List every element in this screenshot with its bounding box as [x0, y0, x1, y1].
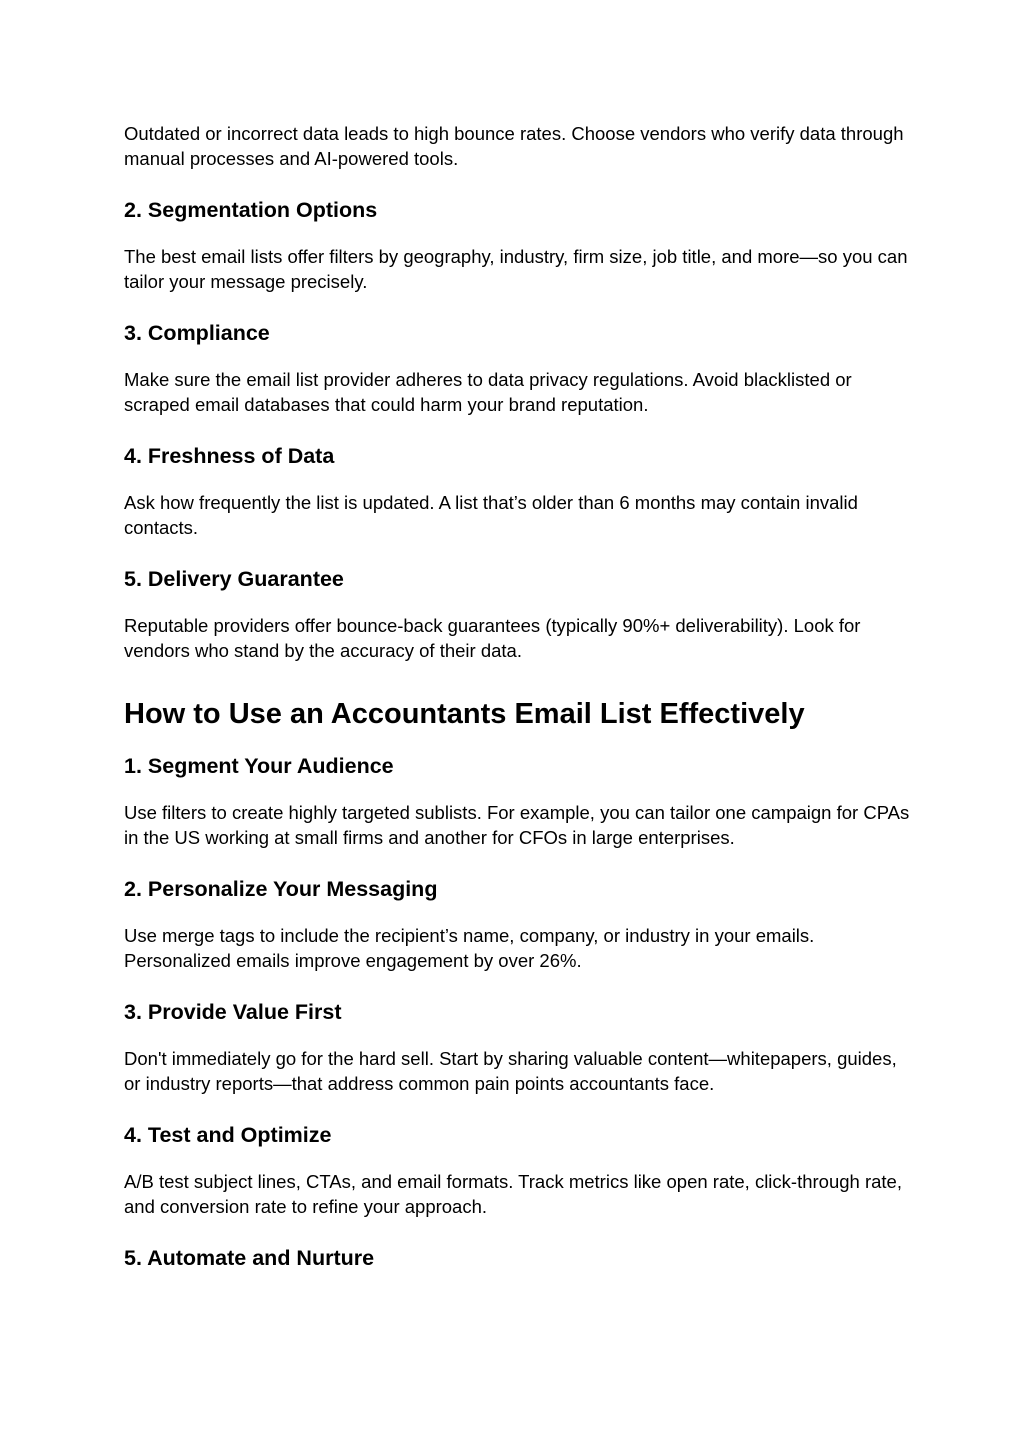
paragraph-delivery-guarantee: Reputable providers offer bounce-back guarantees (typically 90%+ deliverability). Look for vendors who stand by the accuracy of their data.: [124, 615, 861, 661]
heading-provide-value-first: 3. Provide Value First: [124, 1000, 342, 1024]
section-heading-how-to-use: How to Use an Accountants Email List Effectively: [124, 698, 805, 730]
heading-personalize-your-messaging: 2. Personalize Your Messaging: [124, 877, 438, 901]
heading-delivery-guarantee: 5. Delivery Guarantee: [124, 567, 344, 591]
heading-automate-and-nurture: 5. Automate and Nurture: [124, 1246, 375, 1270]
paragraph-data-accuracy: Outdated or incorrect data leads to high bounce rates. Choose vendors who verify data through manual processes and AI-powered tools.: [124, 123, 904, 169]
paragraph-test-and-optimize: A/B test subject lines, CTAs, and email formats. Track metrics like open rate, click-through rate, and conversion rate to refine your approach.: [124, 1171, 902, 1217]
heading-test-and-optimize: 4. Test and Optimize: [124, 1123, 332, 1147]
heading-segment-your-audience: 1. Segment Your Audience: [124, 754, 394, 778]
document-content: [124, 121, 914, 1272]
paragraph-compliance: Make sure the email list provider adheres to data privacy regulations. Avoid blacklisted or scraped email databases that could harm your brand reputation.: [124, 369, 852, 415]
paragraph-segment-your-audience: Use filters to create highly targeted sublists. For example, you can tailor one campaign for CPAs in the US working at small firms and another for CFOs in large enterprises.: [124, 802, 910, 848]
paragraph-freshness-of-data: Ask how frequently the list is updated. A list that’s older than 6 months may contain invalid contacts.: [124, 492, 858, 538]
heading-segmentation-options: 2. Segmentation Options: [124, 198, 378, 222]
paragraph-segmentation-options: The best email lists offer filters by geography, industry, firm size, job title, and more—so you can tailor your message precisely.: [124, 246, 908, 292]
heading-freshness-of-data: 4. Freshness of Data: [124, 444, 335, 468]
paragraph-provide-value-first: Don't immediately go for the hard sell. Start by sharing valuable content—whitepapers, guides, or industry reports—that address common pain points accountants face.: [124, 1048, 897, 1094]
paragraph-personalize-your-messaging: Use merge tags to include the recipient’s name, company, or industry in your emails. Personalized emails improve engagement by over 26%.: [124, 925, 815, 971]
heading-compliance: 3. Compliance: [124, 321, 270, 345]
